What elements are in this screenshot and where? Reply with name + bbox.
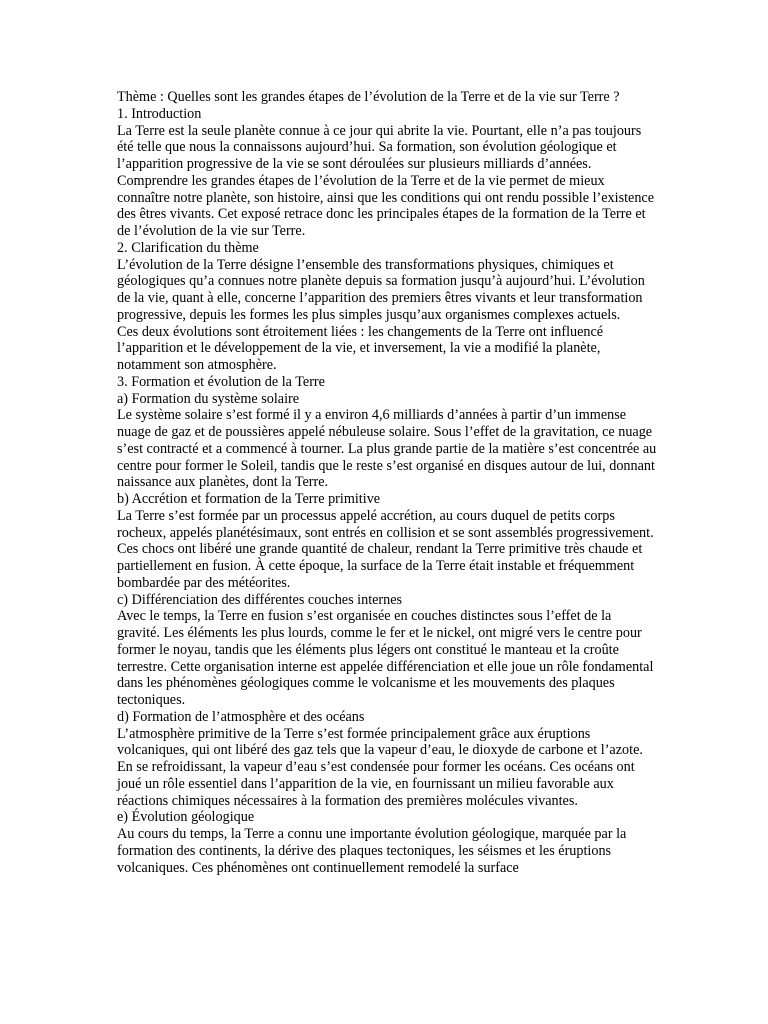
section-heading: 2. Clarification du thème [117, 239, 259, 256]
section-heading: 1. Introduction [117, 105, 202, 122]
subsection-heading: b) Accrétion et formation de la Terre primitive [117, 491, 381, 507]
document-page [117, 89, 657, 876]
body-paragraph: L’atmosphère primitive de la Terre s’est formée principalement grâce aux éruptions volcaniques, qui ont libéré des gaz tels que la vapeur d’eau, le dioxyde de carbone et l’azote. En se refroidissant, la vapeur d’eau s’est condensée pour former les océans. Ces océans ont joué un rôle essentiel dans l’apparition de la vie, en fournissant un milieu favorable aux réactions chimiques nécessaires à la formation des premières molécules vivantes. [117, 725, 643, 809]
body-paragraph: Avec le temps, la Terre en fusion s’est organisée en couches distinctes sous l’effet de la gravité. Les éléments les plus lourds, comme le fer et le nickel, ont migré vers le centre pour former le noyau, tandis que les éléments plus légers ont constitué le manteau et la croûte terrestre. Cette organisation interne est appelée différenciation et elle joue un rôle fondamental dans les phénomènes géologiques comme le volcanisme et les mouvements des plaques tectoniques. [117, 608, 654, 708]
body-paragraph: La Terre est la seule planète connue à ce jour qui abrite la vie. Pourtant, elle n’a pas toujours été telle que nous la connaissons aujourd’hui. Sa formation, son évolution géologique et l’apparition progressive de la vie se sont déroulées sur plusieurs milliards d’années. Comprendre les grandes étapes de l’évolution de la Terre et de la vie permet de mieux connaître notre planète, son histoire, ainsi que les conditions qui ont rendu possible l’existence des êtres vivants. Cet exposé retrace donc les principales étapes de la formation de la Terre et de l’évolution de la vie sur Terre. [117, 122, 655, 239]
body-paragraph: La Terre s’est formée par un processus appelé accrétion, au cours duquel de petits corps rocheux, appelés planétésimaux, sont entrés en collision et se sont assemblés progressivement. Ces chocs ont libéré une grande quantité de chaleur, rendant la Terre primitive très chaude et partiellement en fusion. À cette époque, la surface de la Terre était instable et fréquemment bombardée par des météorites. [117, 507, 654, 591]
subsection-heading: c) Différenciation des différentes couches internes [117, 591, 403, 608]
subsection-heading: e) Évolution géologique [117, 809, 255, 826]
body-paragraph: Le système solaire s’est formé il y a environ 4,6 milliards d’années à partir d’un immense nuage de gaz et de poussières appelé nébuleuse solaire. Sous l’effet de la gravitation, ce nuage s’est contracté et a commencé à tourner. La plus grande partie de la matière s’est concentrée au centre pour former le Soleil, tandis que le reste s’est organisé en disques autour de lui, donnant naissance aux planètes, dont la Terre. [117, 407, 657, 491]
section-heading: 3. Formation et évolution de la Terre [117, 373, 325, 390]
document-title: Thème : Quelles sont les grandes étapes de l’évolution de la Terre et de la vie sur Terre ? [117, 89, 620, 105]
body-paragraph: Ces deux évolutions sont étroitement liées : les changements de la Terre ont influencé l’apparition et le développement de la vie, et inversement, la vie a modifié la planète, notamment son atmosphère. [117, 323, 604, 373]
subsection-heading: a) Formation du système solaire [117, 390, 300, 407]
body-paragraph: Au cours du temps, la Terre a connu une importante évolution géologique, marquée par la formation des continents, la dérive des plaques tectoniques, les séismes et les éruptions volcaniques. Ces phénomènes ont continuellement remodelé la surface [117, 826, 627, 876]
subsection-heading: d) Formation de l’atmosphère et des océans [117, 708, 365, 725]
body-paragraph: L’évolution de la Terre désigne l’ensemble des transformations physiques, chimiques et géologiques qu’a connues notre planète depuis sa formation jusqu’à aujourd’hui. L’évolution de la vie, quant à elle, concerne l’apparition des premiers êtres vivants et leur transformation progressive, depuis les formes les plus simples jusqu’aux organismes complexes actuels. [117, 256, 645, 323]
